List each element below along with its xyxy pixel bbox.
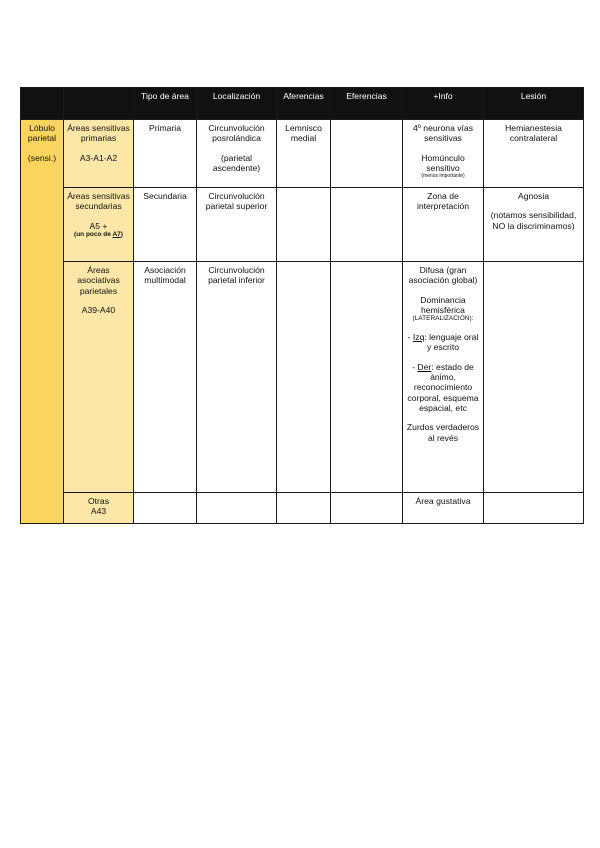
header-localizacion: Localización (197, 88, 277, 120)
tipo-cell: Asociación multimodal (134, 262, 197, 493)
info-cell (403, 262, 484, 493)
info-cell (403, 188, 484, 262)
info-note: (menos importante) (421, 173, 465, 180)
info-cell (403, 493, 484, 524)
header-aferencias: Aferencias (277, 88, 331, 120)
info-izq: - Izq: lenguaje oral y escrito (407, 332, 479, 353)
lobe-sub: (sensi.) (27, 152, 57, 163)
info-zurdos: Zurdos verdaderos al revés (406, 422, 480, 443)
header-row (21, 88, 584, 120)
area-cell (64, 120, 134, 188)
header-tipo: Tipo de área (134, 88, 197, 120)
eferencias-cell (331, 120, 403, 188)
lesion-text: Agnosia (517, 191, 550, 201)
area-note-link: A7 (112, 230, 121, 238)
table-row (21, 120, 584, 188)
area-note-suffix: ) (120, 230, 123, 238)
header-empty-1 (21, 88, 64, 120)
eferencias-cell (331, 493, 403, 524)
tipo-cell: Primaria (134, 120, 197, 188)
info-der-text: : estado de ánimo, reconocimiento corporal, esquema espacial, etc (407, 361, 479, 413)
area-note (67, 231, 130, 239)
area-title: Áreas asociativas parietales (77, 265, 120, 296)
lesion-cell (484, 188, 584, 262)
area-title: Áreas sensitivas secundarias (67, 191, 130, 212)
area-cell (64, 188, 134, 262)
localizacion-cell (197, 120, 277, 188)
area-cell (64, 262, 134, 493)
header-info: +Info (403, 88, 484, 120)
area-title: Otras (87, 496, 109, 506)
lobe-cell (21, 120, 64, 524)
aferencias-cell (277, 262, 331, 493)
header-eferencias: Eferencias (331, 88, 403, 120)
info-cell (403, 120, 484, 188)
area-cell (64, 493, 134, 524)
info-text: 4º neurona vías sensitivas (413, 123, 473, 144)
lesion-cell (484, 120, 584, 188)
info-izq-label: Izq (412, 332, 425, 343)
area-code: A39-A40 (81, 304, 116, 315)
lesion-cell (484, 262, 584, 493)
info-izq-text: : lenguaje oral y escrito (424, 332, 479, 353)
info-text: Área gustativa (415, 496, 471, 506)
eferencias-cell (331, 188, 403, 262)
info-der-label: Der (417, 361, 432, 372)
area-code: A3-A1-A2 (79, 152, 118, 163)
area-code: A43 (90, 506, 107, 517)
localizacion-text: Circunvolución posrolándica (208, 123, 265, 144)
area-code: A5 + (89, 220, 108, 231)
area-note-prefix: (un poco de (74, 230, 113, 238)
parietal-lobe-table (20, 87, 584, 524)
header-empty-2 (64, 88, 134, 120)
aferencias-cell (277, 493, 331, 524)
aferencias-cell: Lemnisco medial (277, 120, 331, 188)
info-dominancia: Dominancia hemisférica (420, 294, 466, 315)
info-lateralizacion: (LATERALIZACIÓN): (412, 315, 474, 323)
header-lesion: Lesión (484, 88, 584, 120)
localizacion-cell (197, 188, 277, 262)
info-text: Zona de interpretación (416, 191, 470, 212)
info-der: - Der: estado de ánimo, reconocimiento corporal, esquema espacial, etc (407, 361, 479, 413)
lesion-cell (484, 493, 584, 524)
localizacion-text: Circunvolución parietal superior (205, 191, 268, 212)
lobe-name: Lóbulo parietal (27, 123, 57, 144)
localizacion-cell (197, 262, 277, 493)
table-row (21, 188, 584, 262)
info-text: Homúnculo sensitivo (421, 152, 465, 173)
area-title: Áreas sensitivas primarias (67, 123, 130, 144)
tipo-cell (134, 493, 197, 524)
tipo-cell: Secundaria (134, 188, 197, 262)
lesion-text: Hemianestesia contralateral (505, 123, 562, 144)
localizacion-text: Circunvolución parietal inferior (208, 265, 265, 286)
localizacion-cell (197, 493, 277, 524)
info-difusa: Difusa (gran asociación global) (408, 265, 478, 286)
table-row (21, 493, 584, 524)
table-row (21, 262, 584, 493)
eferencias-cell (331, 262, 403, 493)
localizacion-text: (parietal ascendente) (212, 152, 261, 173)
lesion-text: (notamos sensibilidad, NO la discriminamos) (490, 210, 577, 231)
aferencias-cell (277, 188, 331, 262)
